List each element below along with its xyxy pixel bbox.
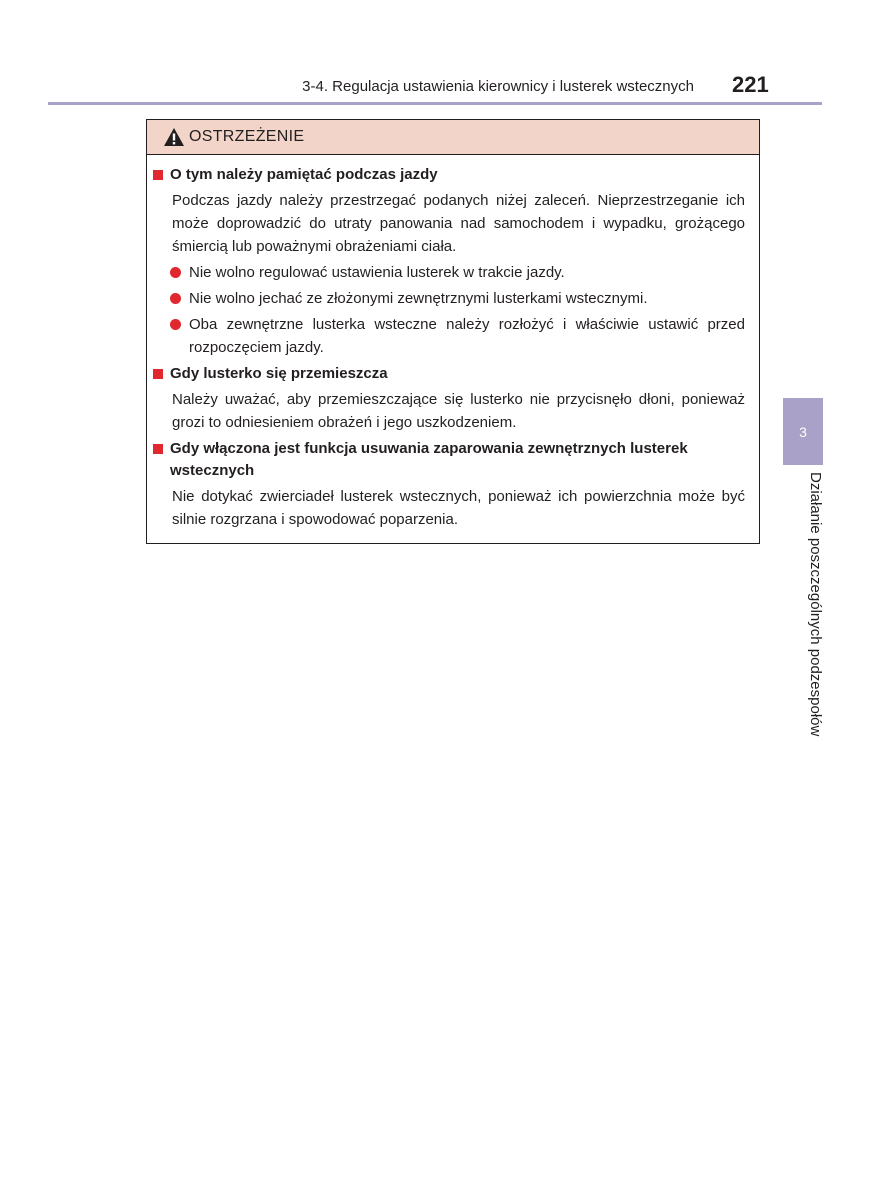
section-heading	[153, 438, 745, 482]
red-dot-bullet-icon	[170, 319, 181, 330]
chapter-number: 3	[799, 424, 807, 440]
chapter-tab	[783, 398, 823, 465]
warning-label: OSTRZEŻENIE	[189, 128, 305, 145]
warning-triangle-icon	[163, 127, 185, 147]
list-item	[170, 287, 745, 310]
red-dot-bullet-icon	[170, 293, 181, 304]
list-item-text: Nie wolno jechać ze złożonymi zewnętrznymi lusterkami wstecznymi.	[189, 290, 648, 307]
list-item	[170, 313, 745, 359]
warning-box	[146, 119, 760, 544]
section-paragraph: Nie dotykać zwierciadeł lusterek wstecznych, ponieważ ich powierzchnia może być silnie rozgrzana i spowodować poparzenia.	[172, 488, 745, 528]
section-heading-text: O tym należy pamiętać podczas jazdy	[170, 166, 438, 183]
page-number: 221	[732, 72, 769, 97]
section-paragraph: Należy uważać, aby przemieszczające się lusterko nie przycisnęło dłoni, ponieważ grozi to odniesieniem obrażeń i jego uszkodzeniem.	[172, 391, 745, 431]
list-item	[170, 261, 745, 284]
square-bullet-icon	[153, 444, 163, 454]
section-heading	[153, 363, 745, 385]
list-item-text: Nie wolno regulować ustawienia lusterek w trakcie jazdy.	[189, 264, 565, 281]
chapter-title: Działanie poszczególnych podzespołów	[807, 472, 824, 737]
section-heading	[153, 164, 745, 186]
square-bullet-icon	[153, 369, 163, 379]
section-heading-text: Gdy lusterko się przemieszcza	[170, 365, 388, 382]
warning-body	[147, 155, 759, 531]
square-bullet-icon	[153, 170, 163, 180]
section-paragraph: Podczas jazdy należy przestrzegać podanych niżej zaleceń. Nieprzestrzeganie ich może doprowadzić do utraty panowania nad samochodem i wypadku, grożącego śmiercią lub poważnymi obrażeniami ciała.	[172, 192, 745, 255]
warning-header	[147, 120, 759, 155]
list-item-text: Oba zewnętrzne lusterka wsteczne należy rozłożyć i właściwie ustawić przed rozpoczęciem jazdy.	[189, 316, 745, 356]
header-section-title: 3-4. Regulacja ustawienia kierownicy i lusterek wstecznych	[302, 78, 694, 95]
header-rule	[48, 102, 822, 105]
red-dot-bullet-icon	[170, 267, 181, 278]
section-heading-text: Gdy włączona jest funkcja usuwania zaparowania zewnętrznych lusterek wstecznych	[170, 440, 688, 479]
